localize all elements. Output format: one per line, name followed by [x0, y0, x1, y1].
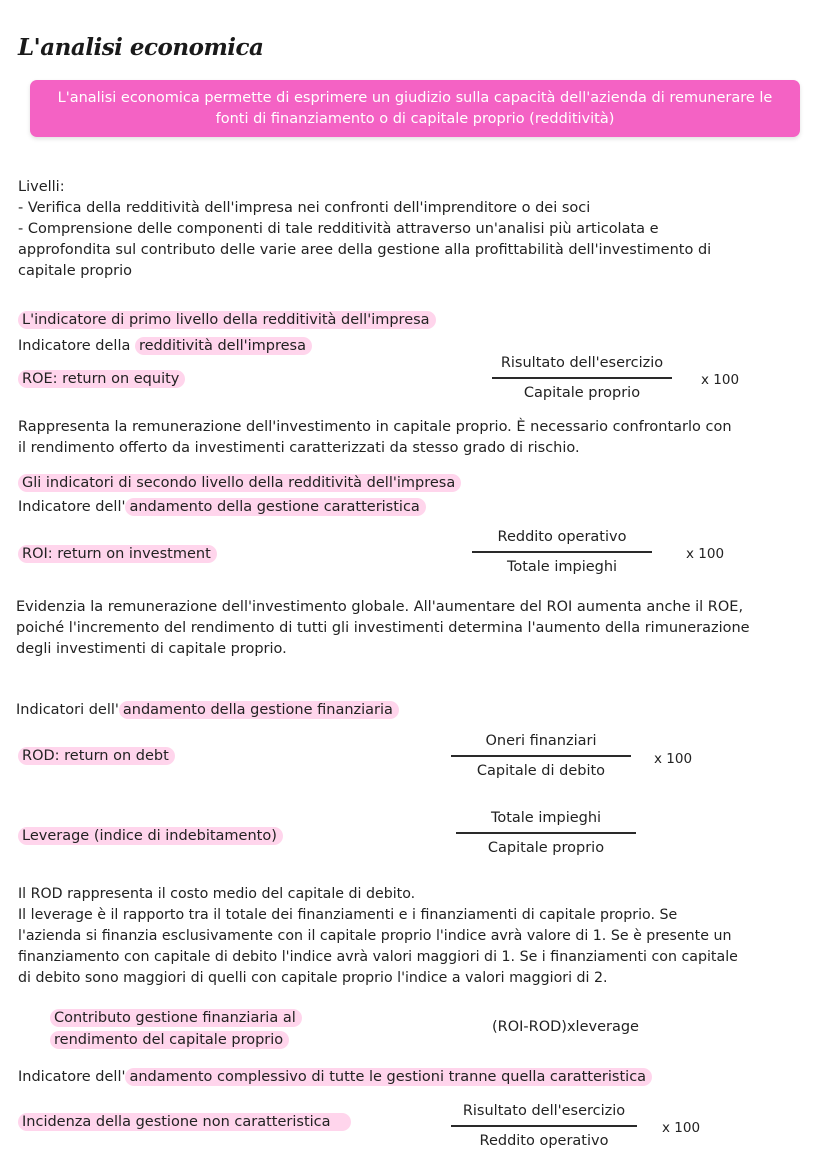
- subheading-prefix: Indicatore dell': [18, 1069, 126, 1085]
- second-level-heading: [18, 473, 461, 494]
- roe-label: [18, 369, 185, 390]
- non-core-fraction: [451, 1103, 637, 1149]
- description-line: Evidenzia la remunerazione dell'investimento globale. All'aumentare del ROI aumenta anche il ROE,: [16, 599, 744, 615]
- subheading-highlight: andamento della gestione caratteristica: [125, 498, 425, 516]
- contribution-formula: (ROI-ROD)xleverage: [492, 1019, 639, 1035]
- rod-denominator: Capitale di debito: [476, 763, 606, 779]
- first-level-heading: [18, 310, 436, 331]
- subheading-highlight: andamento complessivo di tutte le gestioni tranne quella caratteristica: [125, 1068, 652, 1086]
- non-core-label-text: Incidenza della gestione non caratteristica: [18, 1113, 351, 1131]
- roi-multiplier: x 100: [686, 546, 725, 562]
- non-core-multiplier: x 100: [662, 1120, 701, 1136]
- levels-section: [18, 177, 711, 282]
- description-line: il rendimento offerto da investimenti caratterizzati da stesso grado di rischio.: [18, 440, 580, 456]
- description-line: di debito sono maggiori di quelli con capitale proprio l'indice a valori maggiori di 2.: [18, 970, 608, 986]
- leverage-denominator: Capitale proprio: [487, 840, 605, 856]
- leverage-label: [18, 826, 283, 847]
- levels-line: capitale proprio: [18, 263, 133, 279]
- financial-subheading: [16, 700, 399, 721]
- non-core-denominator: Reddito operativo: [479, 1133, 609, 1149]
- roi-label: [18, 544, 217, 565]
- description-line: degli investimenti di capitale proprio.: [16, 641, 287, 657]
- overall-subheading: [18, 1067, 652, 1088]
- banner-text: L'analisi economica permette di esprimere un giudizio sulla capacità dell'azienda di remunerare le fonti di finanziamento o di capitale proprio (redditività): [57, 89, 773, 127]
- first-level-subheading: [18, 336, 312, 357]
- contribution-line: Contributo gestione finanziaria al: [50, 1009, 302, 1027]
- description-line: Il ROD rappresenta il costo medio del capitale di debito.: [18, 886, 416, 902]
- roe-fraction: [492, 355, 672, 401]
- roe-label-text: ROE: return on equity: [18, 370, 185, 388]
- financial-description: [18, 884, 738, 989]
- levels-line: - Verifica della redditività dell'impresa nei confronti dell'imprenditore o dei soci: [18, 200, 591, 216]
- levels-line: - Comprensione delle componenti di tale redditività attraverso un'analisi più articolata e: [18, 221, 659, 237]
- definition-banner: [30, 80, 800, 137]
- description-line: l'azienda si finanzia esclusivamente con il capitale proprio l'indice avrà valore di 1. Se è presente un: [18, 928, 732, 944]
- rod-fraction: [451, 733, 631, 779]
- subheading-highlight: andamento della gestione finanziaria: [119, 701, 399, 719]
- roi-fraction: [472, 529, 652, 575]
- description-line: finanziamento con capitale di debito l'indice avrà valori maggiori di 1. Se i finanziamenti con capitale: [18, 949, 738, 965]
- subheading-prefix: Indicatore della: [18, 338, 135, 354]
- leverage-label-text: Leverage (indice di indebitamento): [18, 827, 283, 845]
- rod-multiplier: x 100: [654, 751, 693, 767]
- description-line: Il leverage è il rapporto tra il totale dei finanziamenti e i finanziamenti di capitale proprio. Se: [18, 907, 678, 923]
- non-core-numerator: Risultato dell'esercizio: [462, 1103, 626, 1119]
- roe-denominator: Capitale proprio: [523, 385, 641, 401]
- subheading-prefix: Indicatori dell': [16, 702, 119, 718]
- roi-description: [16, 597, 750, 660]
- second-level-subheading: [18, 497, 426, 518]
- second-level-heading-text: Gli indicatori di secondo livello della redditività dell'impresa: [18, 474, 461, 492]
- subheading-prefix: Indicatore dell': [18, 499, 126, 515]
- roe-description: [18, 417, 732, 459]
- first-level-heading-text: L'indicatore di primo livello della redditività dell'impresa: [18, 311, 436, 329]
- levels-line: approfondita sul contributo delle varie aree della gestione alla profittabilità dell'investimento di: [18, 242, 712, 258]
- roi-denominator: Totale impieghi: [506, 559, 618, 575]
- rod-label-text: ROD: return on debt: [18, 747, 175, 765]
- levels-heading: Livelli:: [18, 179, 65, 195]
- roi-numerator: Reddito operativo: [497, 529, 627, 545]
- roe-numerator: Risultato dell'esercizio: [500, 355, 664, 371]
- leverage-fraction: [456, 810, 636, 856]
- non-core-label: [18, 1112, 351, 1133]
- description-line: Rappresenta la remunerazione dell'investimento in capitale proprio. È necessario confrontarlo con: [18, 419, 732, 435]
- financial-contribution-label: [50, 1008, 302, 1051]
- description-line: poiché l'incremento del rendimento di tutti gli investimenti determina l'aumento della rimunerazione: [16, 620, 750, 636]
- page-title: L'analisi economica: [18, 34, 264, 61]
- rod-label: [18, 746, 175, 767]
- leverage-numerator: Totale impieghi: [490, 810, 602, 826]
- rod-numerator: Oneri finanziari: [485, 733, 597, 749]
- subheading-highlight: redditività dell'impresa: [135, 337, 312, 355]
- contribution-line: rendimento del capitale proprio: [50, 1031, 289, 1049]
- roe-multiplier: x 100: [701, 372, 740, 388]
- roi-label-text: ROI: return on investment: [18, 545, 217, 563]
